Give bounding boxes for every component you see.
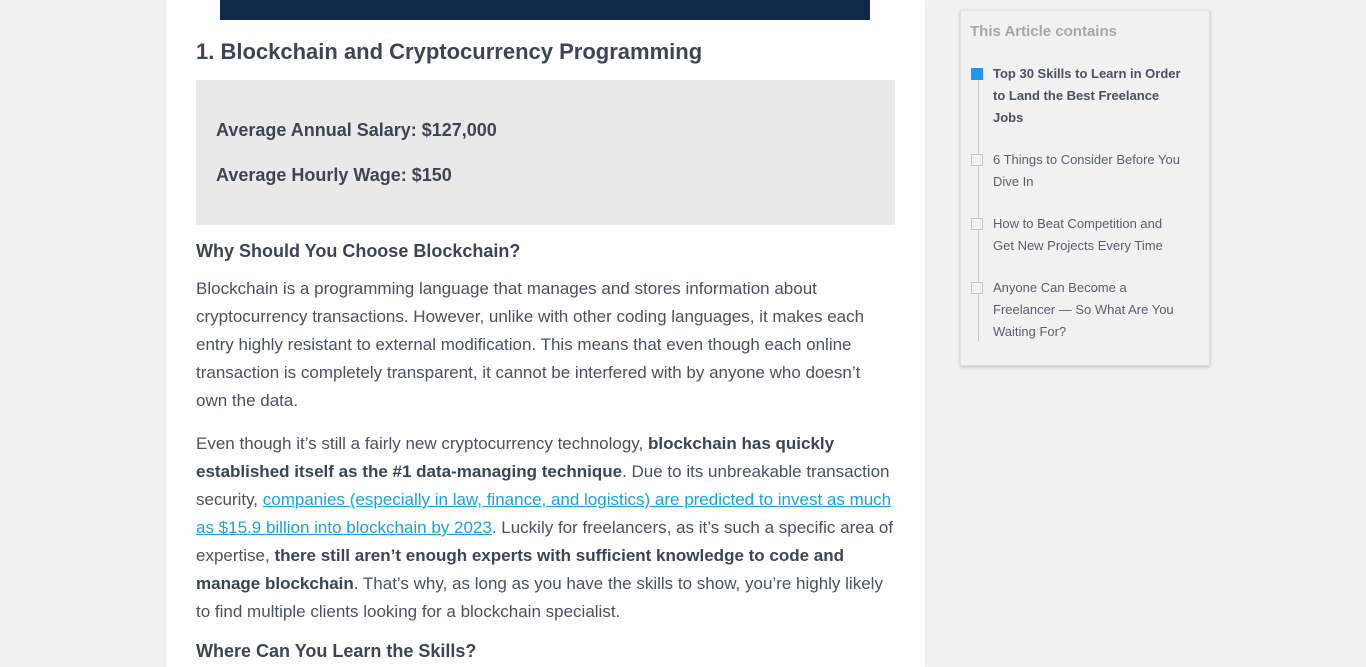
why-heading: Why Should You Choose Blockchain? — [196, 241, 521, 261]
checkbox-icon — [971, 282, 983, 294]
article-banner-image — [220, 0, 870, 20]
paragraph-text: Even though it’s still a fairly new cryptocurrency technology, — [196, 434, 648, 453]
bold-highlight: blockchain has quickly established itself as the #1 data-managing technique — [196, 434, 835, 481]
toc-connector-line — [978, 77, 979, 341]
section-title: 1. Blockchain and Cryptocurrency Programming — [196, 39, 703, 64]
paragraph-intro: Blockchain is a programming language that manages and stores information about cryptocurrency transactions. However, unlike with other coding languages, it makes each entry highly resistant to external modification. This means that even though each online transaction is completely transparent, it cannot be interfered with by anyone who doesn’t own the data. — [196, 279, 865, 410]
paragraph-text: . That’s why, as long as you have the skills to show, you’re highly likely to find multiple clients looking for a blockchain specialist. — [196, 574, 883, 621]
hourly-wage-text: Average Hourly Wage: $150 — [216, 165, 452, 185]
bold-highlight: there still aren’t enough experts with sufficient knowledge to code and manage blockchain — [196, 546, 845, 593]
paragraph-details — [196, 430, 896, 626]
toc-title: This Article contains — [970, 23, 1117, 40]
annual-salary-text: Average Annual Salary: $127,000 — [216, 120, 497, 140]
article-content — [166, 0, 925, 667]
where-heading: Where Can You Learn the Skills? — [196, 641, 477, 661]
checkbox-icon — [971, 154, 983, 166]
paragraph-text: . Luckily for freelancers, as it’s such a specific area of expertise, — [196, 518, 894, 565]
toc-item-label: Top 30 Skills to Learn in Order to Land the Best Freelance Jobs — [993, 66, 1181, 125]
checkbox-icon — [971, 68, 983, 80]
table-of-contents — [960, 10, 1210, 366]
checkbox-icon — [971, 218, 983, 230]
paragraph-text: . Due to its unbreakable transaction security, — [196, 462, 890, 509]
toc-item-label: How to Beat Competition and Get New Projects Every Time — [993, 216, 1163, 253]
investment-statistic-link[interactable]: companies (especially in law, finance, and logistics) are predicted to invest as much as $15.9 billion into blockchain by 2023 — [196, 490, 892, 537]
toc-item-label: Anyone Can Become a Freelancer — So What Are You Waiting For? — [993, 280, 1174, 339]
salary-info-box — [196, 80, 895, 225]
toc-item-label: 6 Things to Consider Before You Dive In — [993, 152, 1180, 189]
